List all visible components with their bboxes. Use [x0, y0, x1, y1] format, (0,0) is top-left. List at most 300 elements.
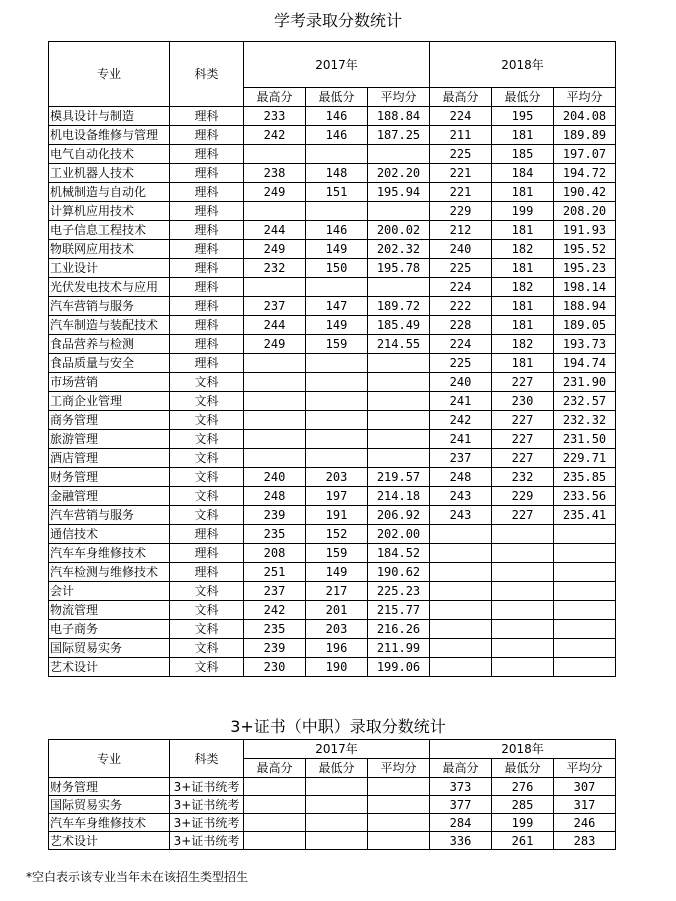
min-2018-cell [492, 525, 554, 544]
max-2018-cell: 228 [430, 316, 492, 335]
avg-2018-cell: 198.14 [554, 278, 616, 297]
table-row [49, 778, 616, 796]
min-2018-cell: 185 [492, 145, 554, 164]
min-2017-cell: 148 [306, 164, 368, 183]
major-cell: 食品营养与检测 [49, 335, 170, 354]
min-2017-cell [306, 202, 368, 221]
category-cell: 文科 [170, 620, 244, 639]
avg-2018-cell: 193.73 [554, 335, 616, 354]
min-2017-cell: 151 [306, 183, 368, 202]
avg-2017-cell: 225.23 [368, 582, 430, 601]
avg-2017-cell: 214.55 [368, 335, 430, 354]
header-min: 最低分 [306, 759, 368, 778]
table-row [49, 126, 616, 145]
min-2017-cell: 159 [306, 335, 368, 354]
avg-2017-cell: 215.77 [368, 601, 430, 620]
major-cell: 电子商务 [49, 620, 170, 639]
category-cell: 文科 [170, 658, 244, 677]
max-2018-cell: 211 [430, 126, 492, 145]
table-row [49, 658, 616, 677]
max-2017-cell: 249 [244, 183, 306, 202]
max-2018-cell: 224 [430, 107, 492, 126]
min-2018-cell: 227 [492, 430, 554, 449]
max-2017-cell: 244 [244, 316, 306, 335]
category-cell: 理科 [170, 525, 244, 544]
category-cell: 理科 [170, 354, 244, 373]
table-row [49, 487, 616, 506]
header-category: 科类 [170, 740, 244, 778]
avg-2017-cell [368, 814, 430, 832]
category-cell: 理科 [170, 221, 244, 240]
max-2018-cell: 373 [430, 778, 492, 796]
table-row [49, 544, 616, 563]
category-cell: 理科 [170, 335, 244, 354]
min-2017-cell: 149 [306, 240, 368, 259]
min-2017-cell [306, 449, 368, 468]
major-cell: 国际贸易实务 [49, 796, 170, 814]
min-2018-cell: 182 [492, 240, 554, 259]
min-2018-cell: 181 [492, 316, 554, 335]
min-2018-cell: 285 [492, 796, 554, 814]
min-2018-cell: 182 [492, 278, 554, 297]
major-cell: 计算机应用技术 [49, 202, 170, 221]
avg-2018-cell: 231.50 [554, 430, 616, 449]
avg-2017-cell: 189.72 [368, 297, 430, 316]
min-2018-cell: 181 [492, 297, 554, 316]
max-2018-cell: 242 [430, 411, 492, 430]
major-cell: 市场营销 [49, 373, 170, 392]
table-row [49, 107, 616, 126]
max-2018-cell [430, 601, 492, 620]
major-cell: 工商企业管理 [49, 392, 170, 411]
min-2017-cell: 217 [306, 582, 368, 601]
max-2017-cell: 233 [244, 107, 306, 126]
avg-2017-cell: 185.49 [368, 316, 430, 335]
min-2018-cell: 227 [492, 506, 554, 525]
table-row [49, 639, 616, 658]
avg-2018-cell: 235.41 [554, 506, 616, 525]
major-cell: 物流管理 [49, 601, 170, 620]
major-cell: 汽车制造与装配技术 [49, 316, 170, 335]
avg-2018-cell: 189.89 [554, 126, 616, 145]
header-major: 专业 [49, 740, 170, 778]
avg-2018-cell: 188.94 [554, 297, 616, 316]
min-2018-cell: 199 [492, 202, 554, 221]
table-row [49, 240, 616, 259]
min-2018-cell: 181 [492, 354, 554, 373]
major-cell: 商务管理 [49, 411, 170, 430]
max-2018-cell: 377 [430, 796, 492, 814]
avg-2017-cell [368, 354, 430, 373]
min-2018-cell: 227 [492, 411, 554, 430]
max-2017-cell [244, 145, 306, 164]
table-row [49, 164, 616, 183]
major-cell: 会计 [49, 582, 170, 601]
avg-2018-cell: 204.08 [554, 107, 616, 126]
category-cell: 文科 [170, 392, 244, 411]
header-avg: 平均分 [368, 759, 430, 778]
avg-2018-cell: 189.05 [554, 316, 616, 335]
min-2018-cell: 181 [492, 221, 554, 240]
min-2018-cell: 232 [492, 468, 554, 487]
avg-2017-cell: 190.62 [368, 563, 430, 582]
avg-2018-cell [554, 525, 616, 544]
min-2018-cell: 184 [492, 164, 554, 183]
table-row [49, 392, 616, 411]
table-row [49, 183, 616, 202]
header-year-2017: 2017年 [244, 740, 430, 759]
min-2017-cell: 190 [306, 658, 368, 677]
major-cell: 模具设计与制造 [49, 107, 170, 126]
avg-2018-cell [554, 544, 616, 563]
max-2017-cell: 235 [244, 620, 306, 639]
avg-2017-cell [368, 145, 430, 164]
major-cell: 汽车车身维修技术 [49, 814, 170, 832]
table-row [49, 278, 616, 297]
max-2017-cell [244, 814, 306, 832]
max-2018-cell: 241 [430, 430, 492, 449]
major-cell: 财务管理 [49, 778, 170, 796]
max-2017-cell [244, 796, 306, 814]
min-2017-cell [306, 796, 368, 814]
category-cell: 文科 [170, 411, 244, 430]
category-cell: 理科 [170, 297, 244, 316]
major-cell: 汽车车身维修技术 [49, 544, 170, 563]
table-row [49, 582, 616, 601]
max-2017-cell: 248 [244, 487, 306, 506]
avg-2018-cell: 307 [554, 778, 616, 796]
min-2017-cell [306, 778, 368, 796]
min-2018-cell [492, 601, 554, 620]
max-2017-cell: 230 [244, 658, 306, 677]
min-2018-cell: 181 [492, 259, 554, 278]
max-2018-cell [430, 544, 492, 563]
avg-2017-cell [368, 430, 430, 449]
min-2018-cell [492, 563, 554, 582]
avg-2018-cell: 231.90 [554, 373, 616, 392]
avg-2018-cell: 283 [554, 832, 616, 850]
category-cell: 文科 [170, 468, 244, 487]
min-2018-cell [492, 658, 554, 677]
max-2017-cell [244, 278, 306, 297]
max-2017-cell [244, 778, 306, 796]
max-2018-cell: 212 [430, 221, 492, 240]
avg-2017-cell: 187.25 [368, 126, 430, 145]
min-2018-cell: 182 [492, 335, 554, 354]
min-2017-cell [306, 354, 368, 373]
avg-2017-cell [368, 796, 430, 814]
major-cell: 汽车检测与维修技术 [49, 563, 170, 582]
table-row [49, 449, 616, 468]
category-cell: 理科 [170, 126, 244, 145]
min-2017-cell: 191 [306, 506, 368, 525]
min-2018-cell: 227 [492, 449, 554, 468]
table-row [49, 259, 616, 278]
avg-2017-cell: 202.00 [368, 525, 430, 544]
table-row [49, 601, 616, 620]
min-2017-cell: 201 [306, 601, 368, 620]
category-cell: 理科 [170, 563, 244, 582]
avg-2017-cell: 206.92 [368, 506, 430, 525]
min-2017-cell: 146 [306, 126, 368, 145]
avg-2018-cell: 195.23 [554, 259, 616, 278]
max-2018-cell [430, 582, 492, 601]
table-row [49, 221, 616, 240]
avg-2018-cell: 232.32 [554, 411, 616, 430]
avg-2018-cell: 191.93 [554, 221, 616, 240]
min-2017-cell [306, 814, 368, 832]
score-table-title: 学考录取分数统计 [273, 11, 402, 30]
min-2017-cell: 149 [306, 316, 368, 335]
table-row [49, 354, 616, 373]
category-cell: 文科 [170, 582, 244, 601]
avg-2017-cell: 195.94 [368, 183, 430, 202]
category-cell: 3+证书统考 [170, 832, 244, 850]
min-2017-cell [306, 430, 368, 449]
header-max: 最高分 [244, 759, 306, 778]
min-2018-cell: 181 [492, 183, 554, 202]
avg-2018-cell [554, 620, 616, 639]
avg-2018-cell: 246 [554, 814, 616, 832]
max-2018-cell: 243 [430, 506, 492, 525]
avg-2017-cell: 202.32 [368, 240, 430, 259]
major-cell: 旅游管理 [49, 430, 170, 449]
major-cell: 金融管理 [49, 487, 170, 506]
major-cell: 物联网应用技术 [49, 240, 170, 259]
max-2018-cell: 224 [430, 335, 492, 354]
table-row [49, 373, 616, 392]
header-year-2018: 2018年 [430, 740, 616, 759]
max-2017-cell [244, 449, 306, 468]
major-cell: 食品质量与安全 [49, 354, 170, 373]
max-2017-cell: 237 [244, 582, 306, 601]
avg-2017-cell [368, 373, 430, 392]
avg-2017-cell [368, 449, 430, 468]
major-cell: 电气自动化技术 [49, 145, 170, 164]
max-2017-cell: 240 [244, 468, 306, 487]
table-row [49, 796, 616, 814]
header-year-2017: 2017年 [244, 42, 430, 88]
table-row [49, 525, 616, 544]
avg-2017-cell [368, 778, 430, 796]
max-2018-cell: 240 [430, 373, 492, 392]
avg-2017-cell: 195.78 [368, 259, 430, 278]
max-2017-cell: 249 [244, 335, 306, 354]
header-min: 最低分 [492, 88, 554, 107]
admission-score-table [48, 41, 616, 677]
category-cell: 理科 [170, 145, 244, 164]
category-cell: 理科 [170, 259, 244, 278]
category-cell: 文科 [170, 601, 244, 620]
table-row [49, 316, 616, 335]
max-2017-cell: 242 [244, 126, 306, 145]
min-2018-cell [492, 639, 554, 658]
major-cell: 汽车营销与服务 [49, 506, 170, 525]
header-avg: 平均分 [554, 759, 616, 778]
table-row [49, 145, 616, 164]
max-2017-cell: 239 [244, 639, 306, 658]
max-2018-cell [430, 639, 492, 658]
max-2018-cell: 225 [430, 259, 492, 278]
avg-2017-cell [368, 202, 430, 221]
max-2017-cell [244, 392, 306, 411]
min-2017-cell [306, 145, 368, 164]
max-2017-cell [244, 430, 306, 449]
avg-2018-cell: 233.56 [554, 487, 616, 506]
avg-2018-cell [554, 639, 616, 658]
avg-2018-cell: 317 [554, 796, 616, 814]
max-2018-cell: 221 [430, 183, 492, 202]
max-2017-cell: 208 [244, 544, 306, 563]
avg-2018-cell: 235.85 [554, 468, 616, 487]
min-2017-cell: 203 [306, 468, 368, 487]
max-2018-cell [430, 658, 492, 677]
category-cell: 理科 [170, 278, 244, 297]
category-cell: 理科 [170, 107, 244, 126]
avg-2017-cell: 216.26 [368, 620, 430, 639]
min-2017-cell: 152 [306, 525, 368, 544]
major-cell: 艺术设计 [49, 658, 170, 677]
min-2017-cell: 196 [306, 639, 368, 658]
max-2018-cell: 225 [430, 354, 492, 373]
avg-2018-cell: 232.57 [554, 392, 616, 411]
max-2018-cell: 243 [430, 487, 492, 506]
min-2017-cell: 159 [306, 544, 368, 563]
max-2018-cell: 224 [430, 278, 492, 297]
table-row [49, 335, 616, 354]
category-cell: 理科 [170, 202, 244, 221]
max-2018-cell [430, 563, 492, 582]
avg-2017-cell [368, 832, 430, 850]
min-2017-cell: 197 [306, 487, 368, 506]
table-row [49, 832, 616, 850]
category-cell: 理科 [170, 544, 244, 563]
major-cell: 酒店管理 [49, 449, 170, 468]
min-2017-cell [306, 373, 368, 392]
max-2018-cell [430, 620, 492, 639]
max-2018-cell: 336 [430, 832, 492, 850]
major-cell: 电子信息工程技术 [49, 221, 170, 240]
max-2018-cell: 221 [430, 164, 492, 183]
category-cell: 理科 [170, 164, 244, 183]
table-row [49, 297, 616, 316]
table-row [49, 430, 616, 449]
header-avg: 平均分 [554, 88, 616, 107]
category-cell: 文科 [170, 487, 244, 506]
header-max: 最高分 [430, 759, 492, 778]
avg-2017-cell [368, 411, 430, 430]
max-2018-cell: 225 [430, 145, 492, 164]
major-cell: 国际贸易实务 [49, 639, 170, 658]
min-2018-cell: 199 [492, 814, 554, 832]
max-2017-cell [244, 832, 306, 850]
min-2017-cell: 146 [306, 221, 368, 240]
footnote: *空白表示该专业当年未在该招生类型招生 [26, 870, 249, 884]
table-row [49, 620, 616, 639]
max-2017-cell: 244 [244, 221, 306, 240]
table-row [49, 202, 616, 221]
avg-2018-cell: 194.72 [554, 164, 616, 183]
header-category: 科类 [170, 42, 244, 107]
major-cell: 财务管理 [49, 468, 170, 487]
min-2018-cell: 227 [492, 373, 554, 392]
header-max: 最高分 [430, 88, 492, 107]
table-row [49, 563, 616, 582]
category-cell: 3+证书统考 [170, 778, 244, 796]
avg-2018-cell: 195.52 [554, 240, 616, 259]
category-cell: 3+证书统考 [170, 814, 244, 832]
min-2018-cell [492, 582, 554, 601]
header-max: 最高分 [244, 88, 306, 107]
avg-2018-cell [554, 658, 616, 677]
min-2017-cell: 150 [306, 259, 368, 278]
max-2017-cell: 249 [244, 240, 306, 259]
major-cell: 通信技术 [49, 525, 170, 544]
table-row [49, 506, 616, 525]
max-2018-cell: 240 [430, 240, 492, 259]
header-avg: 平均分 [368, 88, 430, 107]
category-cell: 文科 [170, 373, 244, 392]
table-row [49, 814, 616, 832]
max-2017-cell: 251 [244, 563, 306, 582]
min-2018-cell: 230 [492, 392, 554, 411]
major-cell: 艺术设计 [49, 832, 170, 850]
min-2017-cell [306, 392, 368, 411]
table-row [49, 468, 616, 487]
min-2018-cell: 181 [492, 126, 554, 145]
major-cell: 汽车营销与服务 [49, 297, 170, 316]
avg-2017-cell: 219.57 [368, 468, 430, 487]
avg-2018-cell: 194.74 [554, 354, 616, 373]
min-2018-cell [492, 544, 554, 563]
min-2017-cell [306, 832, 368, 850]
major-cell: 工业设计 [49, 259, 170, 278]
avg-2018-cell: 197.07 [554, 145, 616, 164]
max-2017-cell: 239 [244, 506, 306, 525]
category-cell: 3+证书统考 [170, 796, 244, 814]
header-major: 专业 [49, 42, 170, 107]
major-cell: 机电设备维修与管理 [49, 126, 170, 145]
avg-2017-cell [368, 278, 430, 297]
max-2017-cell [244, 411, 306, 430]
major-cell: 光伏发电技术与应用 [49, 278, 170, 297]
header-year-2018: 2018年 [430, 42, 616, 88]
min-2018-cell: 229 [492, 487, 554, 506]
avg-2018-cell [554, 582, 616, 601]
header-min: 最低分 [492, 759, 554, 778]
min-2018-cell: 195 [492, 107, 554, 126]
category-cell: 文科 [170, 449, 244, 468]
max-2017-cell: 242 [244, 601, 306, 620]
category-cell: 文科 [170, 639, 244, 658]
avg-2017-cell: 214.18 [368, 487, 430, 506]
avg-2017-cell: 184.52 [368, 544, 430, 563]
min-2017-cell: 146 [306, 107, 368, 126]
avg-2017-cell [368, 392, 430, 411]
max-2018-cell: 222 [430, 297, 492, 316]
max-2017-cell: 237 [244, 297, 306, 316]
major-cell: 工业机器人技术 [49, 164, 170, 183]
max-2018-cell: 237 [430, 449, 492, 468]
category-cell: 理科 [170, 316, 244, 335]
max-2017-cell: 235 [244, 525, 306, 544]
max-2017-cell [244, 354, 306, 373]
avg-2017-cell: 199.06 [368, 658, 430, 677]
max-2018-cell: 229 [430, 202, 492, 221]
avg-2018-cell: 229.71 [554, 449, 616, 468]
max-2017-cell [244, 373, 306, 392]
avg-2018-cell [554, 601, 616, 620]
